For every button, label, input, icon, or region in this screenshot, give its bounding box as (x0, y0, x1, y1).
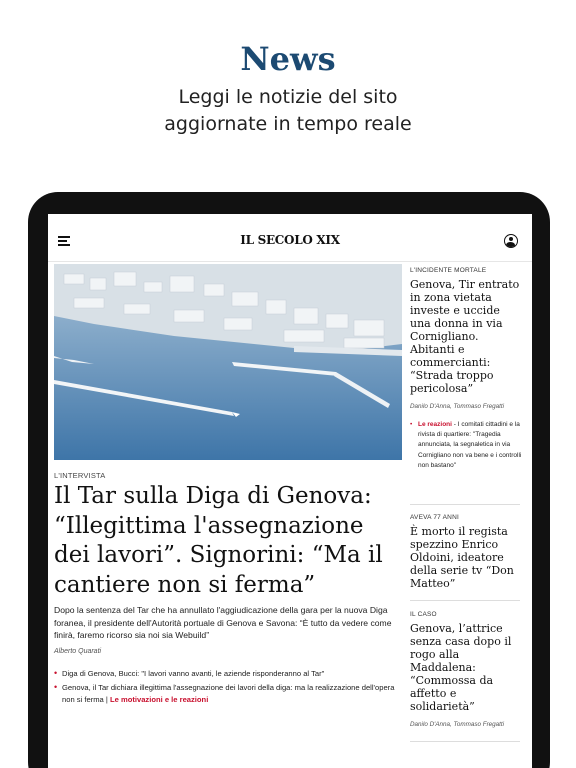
related-link-highlight[interactable]: Le motivazioni e le reazioni (109, 694, 209, 704)
side-story-headline[interactable]: È morto il regista spezzino Enrico Oldoini, ideatore della serie tv “Don Matteo” (410, 525, 514, 590)
side-story-headline[interactable]: Genova, Tir entrato in zona vietata investe e uccide una donna in via Cornigliano. Abitanti e commercianti: “Strada troppo pericolosa” (410, 278, 520, 395)
main-article-summary: Dopo la sentenza del Tar che ha annullato l'aggiudicazione della gara per la nuova Diga foranea, il presidente dell'Autorità portuale di Genova e Savona: “È tutto da vedere come finirà, faremo ricorso sia noi sia Webuild” (54, 605, 392, 640)
bullet-icon: • (410, 421, 413, 428)
side-story-kicker: AVEVA 77 ANNI (410, 514, 459, 521)
promo-subtitle (0, 84, 576, 138)
related-link-text: Diga di Genova, Bucci: "I lavori vanno avanti, le aziende risponderanno al Tar" (62, 669, 325, 678)
related-link[interactable] (54, 682, 404, 705)
side-story-2[interactable] (410, 514, 522, 590)
main-article-headline[interactable]: Il Tar sulla Diga di Genova: “Illegittima l'assegnazione dei lavori”. Signorini: “Ma il cantiere non si ferma” (54, 483, 383, 598)
side-story-kicker: L'INCIDENTE MORTALE (410, 267, 487, 274)
related-link-text: Genova, il Tar dichiara illegittima l'assegnazione dei lavori della diga: ma la realizzazione dell'opera non si ferma | (62, 683, 395, 704)
side-separator (410, 741, 520, 742)
side-story-3[interactable] (410, 611, 522, 728)
bullet-icon: • (54, 682, 58, 692)
side-story-1[interactable] (410, 267, 522, 471)
side-story-kicker: IL CASO (410, 611, 437, 618)
main-article-kicker: L'INTERVISTA (54, 471, 106, 480)
side-story-note-link[interactable]: Le reazioni (418, 421, 452, 428)
side-story-headline[interactable]: Genova, l’attrice senza casa dopo il rogo alla Maddalena: “Commossa da affetto e solidarietà” (410, 622, 512, 713)
related-link[interactable] (54, 668, 404, 680)
side-story-note-text: - I comitati cittadini e la rivista di quartiere: "Tragedia annunciata, la segnaletica in via Cornigliano non va bene e i controlli non bastano" (418, 421, 522, 469)
app-bar (48, 214, 532, 262)
promo-subtitle-line-1: Leggi le notizie del sito (178, 86, 398, 108)
site-logo[interactable]: IL SECOLO XIX (240, 233, 340, 247)
promo-subtitle-line-2: aggiornate in tempo reale (164, 113, 412, 135)
side-separator (410, 600, 520, 601)
hero-image[interactable] (54, 264, 402, 460)
tablet-screen (48, 214, 532, 768)
promo-title: News (240, 40, 336, 78)
side-story-note[interactable] (410, 420, 522, 471)
user-account-icon[interactable] (504, 234, 518, 248)
bullet-icon: • (54, 668, 58, 678)
side-story-author: Danilo D'Anna, Tommaso Fregatti (410, 403, 505, 410)
side-separator (410, 504, 520, 505)
main-article-author: Alberto Quarati (54, 648, 102, 655)
side-story-author: Danilo D'Anna, Tommaso Fregatti (410, 721, 505, 728)
